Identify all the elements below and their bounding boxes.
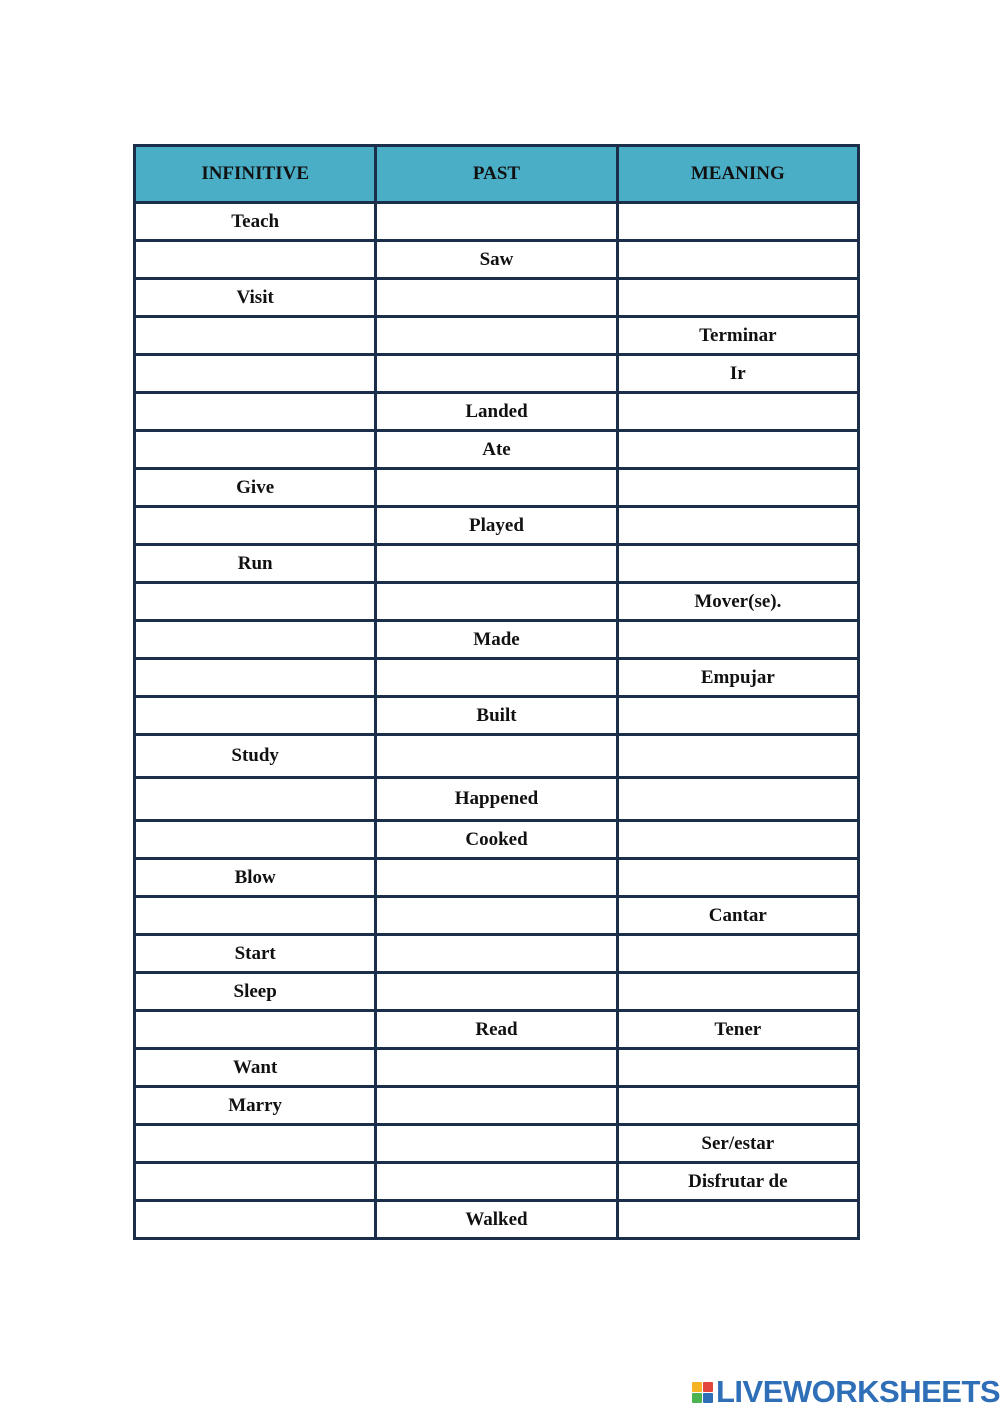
cell-meaning[interactable] [617, 469, 858, 507]
cell-infinitive[interactable]: Visit [135, 279, 376, 317]
table-row [135, 1011, 859, 1049]
cell-past[interactable]: Saw [376, 241, 617, 279]
cell-meaning[interactable] [617, 935, 858, 973]
cell-infinitive[interactable]: Marry [135, 1087, 376, 1125]
cell-meaning[interactable] [617, 545, 858, 583]
logo-square [703, 1382, 713, 1392]
cell-past[interactable]: Made [376, 621, 617, 659]
logo-square [703, 1393, 713, 1403]
table-row [135, 1049, 859, 1087]
cell-meaning[interactable] [617, 859, 858, 897]
table-row [135, 1201, 859, 1239]
cell-meaning[interactable]: Empujar [617, 659, 858, 697]
table-row [135, 317, 859, 355]
cell-infinitive[interactable] [135, 241, 376, 279]
cell-infinitive[interactable] [135, 821, 376, 859]
cell-infinitive[interactable]: Study [135, 735, 376, 778]
cell-past[interactable] [376, 355, 617, 393]
logo-mark-icon [692, 1382, 713, 1403]
cell-meaning[interactable]: Ser/estar [617, 1125, 858, 1163]
header-row [135, 146, 859, 203]
table-row [135, 1087, 859, 1125]
cell-infinitive[interactable] [135, 659, 376, 697]
cell-infinitive[interactable] [135, 897, 376, 935]
cell-past[interactable]: Walked [376, 1201, 617, 1239]
table-row [135, 203, 859, 241]
cell-infinitive[interactable]: Run [135, 545, 376, 583]
table-row [135, 431, 859, 469]
table-row [135, 778, 859, 821]
cell-meaning[interactable] [617, 621, 858, 659]
table-row [135, 973, 859, 1011]
cell-infinitive[interactable]: Blow [135, 859, 376, 897]
cell-infinitive[interactable]: Start [135, 935, 376, 973]
table-body [135, 203, 859, 1239]
cell-meaning[interactable] [617, 1201, 858, 1239]
table-row [135, 735, 859, 778]
cell-infinitive[interactable]: Sleep [135, 973, 376, 1011]
cell-infinitive[interactable] [135, 393, 376, 431]
cell-infinitive[interactable] [135, 583, 376, 621]
cell-past[interactable] [376, 1049, 617, 1087]
cell-meaning[interactable]: Ir [617, 355, 858, 393]
cell-meaning[interactable] [617, 431, 858, 469]
cell-meaning[interactable] [617, 1087, 858, 1125]
cell-meaning[interactable] [617, 735, 858, 778]
cell-infinitive[interactable] [135, 1125, 376, 1163]
header-past: PAST [376, 146, 617, 203]
cell-past[interactable] [376, 935, 617, 973]
cell-infinitive[interactable] [135, 507, 376, 545]
table-row [135, 583, 859, 621]
table-row [135, 279, 859, 317]
cell-meaning[interactable] [617, 279, 858, 317]
cell-meaning[interactable]: Disfrutar de [617, 1163, 858, 1201]
cell-past[interactable]: Ate [376, 431, 617, 469]
cell-infinitive[interactable] [135, 697, 376, 735]
cell-infinitive[interactable]: Teach [135, 203, 376, 241]
table-row [135, 859, 859, 897]
cell-meaning[interactable] [617, 203, 858, 241]
table-row [135, 1163, 859, 1201]
cell-meaning[interactable] [617, 973, 858, 1011]
cell-past[interactable] [376, 545, 617, 583]
cell-past[interactable] [376, 279, 617, 317]
cell-infinitive[interactable] [135, 1011, 376, 1049]
table-row [135, 821, 859, 859]
cell-past[interactable] [376, 973, 617, 1011]
cell-meaning[interactable]: Mover(se). [617, 583, 858, 621]
cell-past[interactable] [376, 1125, 617, 1163]
table-row [135, 469, 859, 507]
table-row [135, 355, 859, 393]
verb-table [133, 144, 860, 1240]
cell-infinitive[interactable] [135, 317, 376, 355]
logo-text: LIVEWORKSHEETS [716, 1374, 1000, 1409]
cell-meaning[interactable] [617, 507, 858, 545]
logo-square [692, 1382, 702, 1392]
liveworksheets-logo [692, 1374, 1000, 1410]
cell-meaning[interactable] [617, 778, 858, 821]
cell-past[interactable]: Built [376, 697, 617, 735]
cell-past[interactable] [376, 1087, 617, 1125]
cell-past[interactable] [376, 859, 617, 897]
cell-meaning[interactable] [617, 241, 858, 279]
table-row [135, 545, 859, 583]
cell-meaning[interactable] [617, 1049, 858, 1087]
table-row [135, 897, 859, 935]
cell-past[interactable] [376, 735, 617, 778]
cell-infinitive[interactable] [135, 1201, 376, 1239]
cell-meaning[interactable] [617, 821, 858, 859]
table-row [135, 659, 859, 697]
cell-meaning[interactable] [617, 697, 858, 735]
cell-infinitive[interactable] [135, 1163, 376, 1201]
cell-infinitive[interactable]: Give [135, 469, 376, 507]
cell-past[interactable] [376, 469, 617, 507]
cell-meaning[interactable]: Tener [617, 1011, 858, 1049]
cell-past[interactable]: Cooked [376, 821, 617, 859]
table-row [135, 507, 859, 545]
cell-past[interactable] [376, 583, 617, 621]
header-infinitive: INFINITIVE [135, 146, 376, 203]
logo-square [692, 1393, 702, 1403]
cell-infinitive[interactable]: Want [135, 1049, 376, 1087]
table-row [135, 1125, 859, 1163]
cell-infinitive[interactable] [135, 621, 376, 659]
table-row [135, 241, 859, 279]
header-meaning: MEANING [617, 146, 858, 203]
cell-past[interactable] [376, 317, 617, 355]
table-row [135, 393, 859, 431]
cell-past[interactable]: Read [376, 1011, 617, 1049]
table-row [135, 621, 859, 659]
cell-meaning[interactable]: Terminar [617, 317, 858, 355]
cell-meaning[interactable]: Cantar [617, 897, 858, 935]
cell-past[interactable] [376, 1163, 617, 1201]
cell-past[interactable] [376, 203, 617, 241]
table-row [135, 935, 859, 973]
cell-past[interactable] [376, 659, 617, 697]
cell-meaning[interactable] [617, 393, 858, 431]
cell-past[interactable]: Played [376, 507, 617, 545]
table-row [135, 697, 859, 735]
cell-past[interactable] [376, 897, 617, 935]
cell-infinitive[interactable] [135, 431, 376, 469]
cell-past[interactable]: Landed [376, 393, 617, 431]
cell-infinitive[interactable] [135, 355, 376, 393]
cell-past[interactable]: Happened [376, 778, 617, 821]
cell-infinitive[interactable] [135, 778, 376, 821]
